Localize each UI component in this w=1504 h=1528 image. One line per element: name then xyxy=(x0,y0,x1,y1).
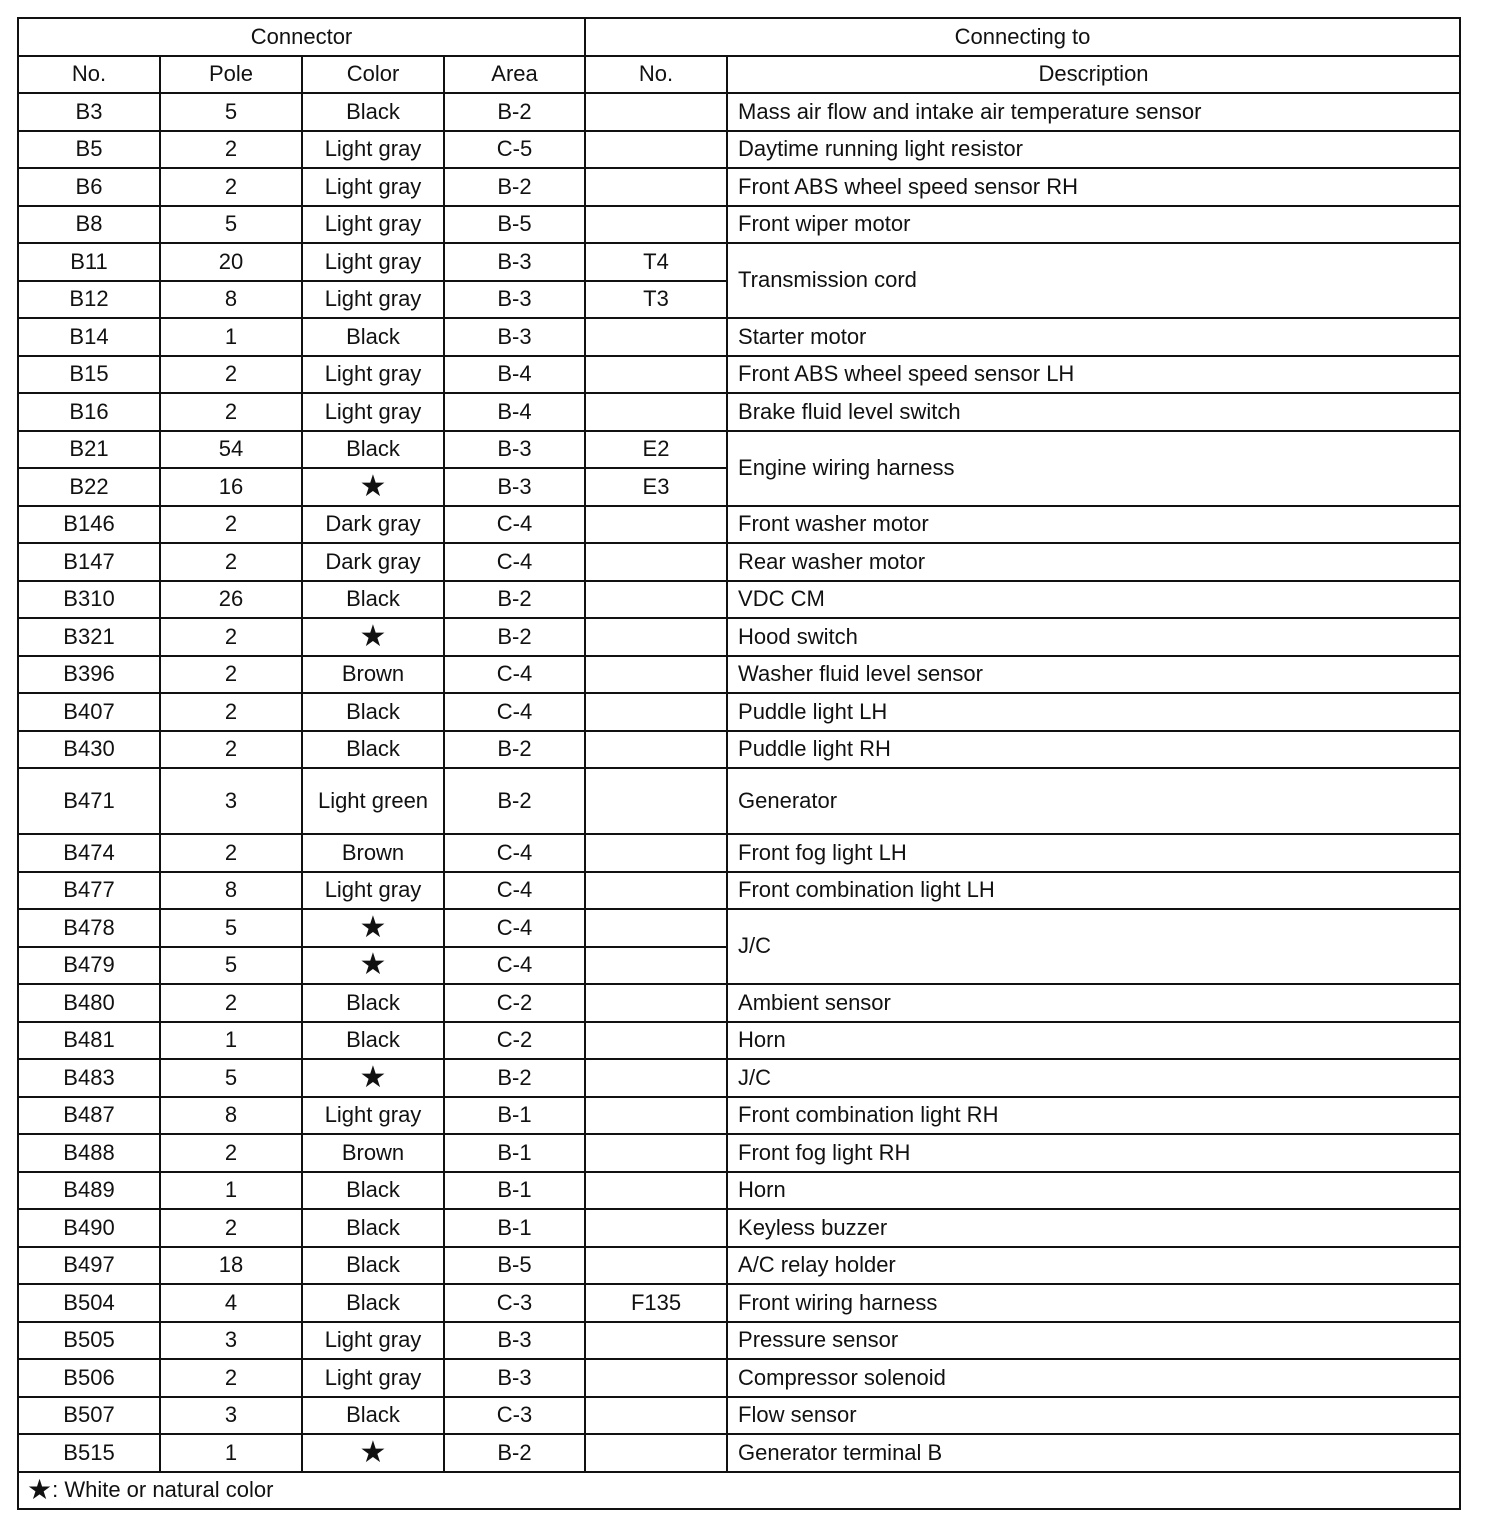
table-row xyxy=(18,1359,1460,1397)
connecting-no-cell xyxy=(585,318,727,356)
connector-no-cell: B396 xyxy=(18,656,160,694)
table-row xyxy=(18,618,1460,656)
legend-row xyxy=(18,1472,1460,1510)
table-row xyxy=(18,318,1460,356)
color-cell: Light gray xyxy=(302,872,444,910)
area-cell: B-3 xyxy=(444,318,585,356)
color-cell: Black xyxy=(302,693,444,731)
area-cell: B-2 xyxy=(444,618,585,656)
col-header-color: Color xyxy=(302,56,444,94)
pole-cell: 1 xyxy=(160,1022,302,1060)
color-cell: Dark gray xyxy=(302,506,444,544)
description-cell: VDC CM xyxy=(727,581,1460,619)
pole-cell: 5 xyxy=(160,909,302,947)
table-row xyxy=(18,1209,1460,1247)
connecting-no-cell xyxy=(585,909,727,947)
star-icon: ★ xyxy=(359,910,387,944)
connecting-no-cell: T4 xyxy=(585,243,727,281)
connector-no-cell: B11 xyxy=(18,243,160,281)
description-cell: Front ABS wheel speed sensor RH xyxy=(727,168,1460,206)
pole-cell: 2 xyxy=(160,131,302,169)
connector-no-cell: B479 xyxy=(18,947,160,985)
color-cell: Black xyxy=(302,984,444,1022)
description-cell: Generator terminal B xyxy=(727,1434,1460,1472)
color-cell xyxy=(302,947,444,985)
column-header-row xyxy=(18,56,1460,94)
table-row xyxy=(18,1247,1460,1285)
pole-cell: 1 xyxy=(160,1434,302,1472)
description-cell: Front fog light LH xyxy=(727,834,1460,872)
table-row xyxy=(18,1172,1460,1210)
color-cell: Light green xyxy=(302,768,444,834)
pole-cell: 3 xyxy=(160,1397,302,1435)
star-icon: ★ xyxy=(359,1435,387,1469)
area-cell: B-1 xyxy=(444,1134,585,1172)
description-cell: Puddle light RH xyxy=(727,731,1460,769)
table-row xyxy=(18,693,1460,731)
color-cell: Black xyxy=(302,1247,444,1285)
table-row xyxy=(18,1434,1460,1472)
area-cell: B-1 xyxy=(444,1209,585,1247)
description-cell: Front wiring harness xyxy=(727,1284,1460,1322)
connector-no-cell: B483 xyxy=(18,1059,160,1097)
table-row xyxy=(18,131,1460,169)
color-cell xyxy=(302,1059,444,1097)
area-cell: B-3 xyxy=(444,468,585,506)
connector-no-cell: B488 xyxy=(18,1134,160,1172)
color-cell: Light gray xyxy=(302,281,444,319)
connecting-no-cell xyxy=(585,1322,727,1360)
table-row xyxy=(18,356,1460,394)
connecting-no-cell xyxy=(585,1059,727,1097)
description-cell: Front wiper motor xyxy=(727,206,1460,244)
connecting-no-cell xyxy=(585,581,727,619)
star-icon: ★ xyxy=(359,619,387,653)
area-cell: C-3 xyxy=(444,1284,585,1322)
color-cell: Black xyxy=(302,1172,444,1210)
connecting-no-cell xyxy=(585,1209,727,1247)
pole-cell: 2 xyxy=(160,731,302,769)
table-row xyxy=(18,1397,1460,1435)
description-cell: J/C xyxy=(727,909,1460,984)
description-cell: Horn xyxy=(727,1172,1460,1210)
color-cell: Light gray xyxy=(302,356,444,394)
table-row xyxy=(18,731,1460,769)
table-row xyxy=(18,543,1460,581)
connecting-no-cell xyxy=(585,168,727,206)
color-cell: Black xyxy=(302,581,444,619)
description-cell: Engine wiring harness xyxy=(727,431,1460,506)
color-cell: Light gray xyxy=(302,1322,444,1360)
connector-no-cell: B477 xyxy=(18,872,160,910)
connecting-no-cell xyxy=(585,1022,727,1060)
pole-cell: 2 xyxy=(160,168,302,206)
description-cell: A/C relay holder xyxy=(727,1247,1460,1285)
pole-cell: 2 xyxy=(160,1134,302,1172)
table-row xyxy=(18,984,1460,1022)
connector-no-cell: B15 xyxy=(18,356,160,394)
pole-cell: 5 xyxy=(160,93,302,131)
pole-cell: 2 xyxy=(160,356,302,394)
connector-no-cell: B146 xyxy=(18,506,160,544)
area-cell: C-3 xyxy=(444,1397,585,1435)
table-row xyxy=(18,1134,1460,1172)
area-cell: B-3 xyxy=(444,243,585,281)
description-cell: Front combination light LH xyxy=(727,872,1460,910)
connector-no-cell: B14 xyxy=(18,318,160,356)
col-header-pole: Pole xyxy=(160,56,302,94)
connecting-no-cell xyxy=(585,834,727,872)
pole-cell: 2 xyxy=(160,618,302,656)
connector-no-cell: B12 xyxy=(18,281,160,319)
connecting-no-cell xyxy=(585,1247,727,1285)
connecting-no-cell xyxy=(585,1434,727,1472)
col-header-to-no: No. xyxy=(585,56,727,94)
area-cell: B-2 xyxy=(444,1059,585,1097)
connector-table xyxy=(17,17,1461,1510)
pole-cell: 2 xyxy=(160,1209,302,1247)
connector-no-cell: B480 xyxy=(18,984,160,1022)
table-row xyxy=(18,243,1460,281)
description-cell: Horn xyxy=(727,1022,1460,1060)
pole-cell: 26 xyxy=(160,581,302,619)
connector-no-cell: B321 xyxy=(18,618,160,656)
description-cell: Ambient sensor xyxy=(727,984,1460,1022)
connector-no-cell: B497 xyxy=(18,1247,160,1285)
pole-cell: 1 xyxy=(160,318,302,356)
col-header-description: Description xyxy=(727,56,1460,94)
description-cell: Front fog light RH xyxy=(727,1134,1460,1172)
group-header-row xyxy=(18,18,1460,56)
pole-cell: 8 xyxy=(160,872,302,910)
connecting-no-cell xyxy=(585,1134,727,1172)
connector-group-header: Connector xyxy=(18,18,585,56)
description-cell: Rear washer motor xyxy=(727,543,1460,581)
connector-no-cell: B474 xyxy=(18,834,160,872)
connector-no-cell: B3 xyxy=(18,93,160,131)
table-row xyxy=(18,1097,1460,1135)
description-cell: J/C xyxy=(727,1059,1460,1097)
pole-cell: 1 xyxy=(160,1172,302,1210)
connecting-to-group-header: Connecting to xyxy=(585,18,1460,56)
color-cell: Black xyxy=(302,431,444,469)
table-row xyxy=(18,506,1460,544)
area-cell: B-3 xyxy=(444,1359,585,1397)
pole-cell: 4 xyxy=(160,1284,302,1322)
connector-no-cell: B147 xyxy=(18,543,160,581)
connector-no-cell: B21 xyxy=(18,431,160,469)
pole-cell: 18 xyxy=(160,1247,302,1285)
pole-cell: 3 xyxy=(160,1322,302,1360)
pole-cell: 5 xyxy=(160,206,302,244)
pole-cell: 8 xyxy=(160,281,302,319)
connecting-no-cell xyxy=(585,984,727,1022)
area-cell: C-4 xyxy=(444,834,585,872)
pole-cell: 20 xyxy=(160,243,302,281)
color-cell: Black xyxy=(302,1397,444,1435)
area-cell: B-1 xyxy=(444,1172,585,1210)
description-cell: Compressor solenoid xyxy=(727,1359,1460,1397)
table-row xyxy=(18,581,1460,619)
area-cell: C-2 xyxy=(444,984,585,1022)
area-cell: B-5 xyxy=(444,1247,585,1285)
table-row xyxy=(18,393,1460,431)
connecting-no-cell xyxy=(585,393,727,431)
connector-no-cell: B507 xyxy=(18,1397,160,1435)
connecting-no-cell: E2 xyxy=(585,431,727,469)
color-cell: Brown xyxy=(302,656,444,694)
area-cell: B-3 xyxy=(444,431,585,469)
area-cell: B-5 xyxy=(444,206,585,244)
table-row xyxy=(18,431,1460,469)
area-cell: B-3 xyxy=(444,1322,585,1360)
area-cell: B-4 xyxy=(444,393,585,431)
connector-no-cell: B505 xyxy=(18,1322,160,1360)
table-row xyxy=(18,872,1460,910)
connector-no-cell: B8 xyxy=(18,206,160,244)
connector-no-cell: B489 xyxy=(18,1172,160,1210)
area-cell: B-3 xyxy=(444,281,585,319)
connector-no-cell: B478 xyxy=(18,909,160,947)
table-row xyxy=(18,93,1460,131)
connecting-no-cell xyxy=(585,543,727,581)
connecting-no-cell xyxy=(585,93,727,131)
description-cell: Starter motor xyxy=(727,318,1460,356)
pole-cell: 2 xyxy=(160,506,302,544)
description-cell: Front ABS wheel speed sensor LH xyxy=(727,356,1460,394)
area-cell: B-2 xyxy=(444,768,585,834)
pole-cell: 2 xyxy=(160,693,302,731)
table-row xyxy=(18,1059,1460,1097)
table-row xyxy=(18,768,1460,834)
connector-no-cell: B481 xyxy=(18,1022,160,1060)
pole-cell: 2 xyxy=(160,834,302,872)
legend-note xyxy=(18,1472,1460,1510)
connector-no-cell: B515 xyxy=(18,1434,160,1472)
pole-cell: 16 xyxy=(160,468,302,506)
area-cell: B-2 xyxy=(444,731,585,769)
description-cell: Washer fluid level sensor xyxy=(727,656,1460,694)
col-header-no: No. xyxy=(18,56,160,94)
color-cell: Brown xyxy=(302,834,444,872)
connecting-no-cell: T3 xyxy=(585,281,727,319)
color-cell xyxy=(302,909,444,947)
description-cell: Front washer motor xyxy=(727,506,1460,544)
color-cell: Black xyxy=(302,318,444,356)
area-cell: C-5 xyxy=(444,131,585,169)
area-cell: B-2 xyxy=(444,93,585,131)
connecting-no-cell xyxy=(585,1097,727,1135)
connecting-no-cell xyxy=(585,356,727,394)
star-icon: ★ xyxy=(359,1060,387,1094)
description-cell: Front combination light RH xyxy=(727,1097,1460,1135)
area-cell: C-4 xyxy=(444,872,585,910)
table-body xyxy=(18,93,1460,1472)
pole-cell: 2 xyxy=(160,656,302,694)
connector-no-cell: B487 xyxy=(18,1097,160,1135)
connector-no-cell: B471 xyxy=(18,768,160,834)
connector-no-cell: B5 xyxy=(18,131,160,169)
color-cell: Black xyxy=(302,731,444,769)
connecting-no-cell xyxy=(585,618,727,656)
area-cell: B-2 xyxy=(444,1434,585,1472)
color-cell xyxy=(302,468,444,506)
connector-no-cell: B6 xyxy=(18,168,160,206)
area-cell: B-4 xyxy=(444,356,585,394)
connector-no-cell: B506 xyxy=(18,1359,160,1397)
connecting-no-cell xyxy=(585,1359,727,1397)
connecting-no-cell xyxy=(585,872,727,910)
connecting-no-cell: F135 xyxy=(585,1284,727,1322)
area-cell: C-4 xyxy=(444,656,585,694)
pole-cell: 3 xyxy=(160,768,302,834)
color-cell: Brown xyxy=(302,1134,444,1172)
connecting-no-cell xyxy=(585,731,727,769)
description-cell: Generator xyxy=(727,768,1460,834)
pole-cell: 5 xyxy=(160,947,302,985)
col-header-area: Area xyxy=(444,56,585,94)
color-cell: Light gray xyxy=(302,393,444,431)
color-cell: Black xyxy=(302,93,444,131)
star-icon: ★ xyxy=(359,948,387,982)
pole-cell: 2 xyxy=(160,393,302,431)
color-cell xyxy=(302,1434,444,1472)
connecting-no-cell xyxy=(585,206,727,244)
connecting-no-cell xyxy=(585,506,727,544)
star-icon: ★ xyxy=(359,469,387,503)
connector-no-cell: B490 xyxy=(18,1209,160,1247)
connecting-no-cell xyxy=(585,693,727,731)
pole-cell: 5 xyxy=(160,1059,302,1097)
color-cell: Black xyxy=(302,1209,444,1247)
connector-no-cell: B16 xyxy=(18,393,160,431)
description-cell: Daytime running light resistor xyxy=(727,131,1460,169)
area-cell: B-2 xyxy=(444,168,585,206)
pole-cell: 8 xyxy=(160,1097,302,1135)
description-cell: Pressure sensor xyxy=(727,1322,1460,1360)
table-row xyxy=(18,168,1460,206)
color-cell: Black xyxy=(302,1284,444,1322)
area-cell: B-2 xyxy=(444,581,585,619)
area-cell: B-1 xyxy=(444,1097,585,1135)
connector-no-cell: B430 xyxy=(18,731,160,769)
connecting-no-cell xyxy=(585,1397,727,1435)
table-row xyxy=(18,909,1460,947)
connector-no-cell: B504 xyxy=(18,1284,160,1322)
area-cell: C-4 xyxy=(444,543,585,581)
pole-cell: 54 xyxy=(160,431,302,469)
description-cell: Mass air flow and intake air temperature sensor xyxy=(727,93,1460,131)
description-cell: Flow sensor xyxy=(727,1397,1460,1435)
color-cell xyxy=(302,618,444,656)
table-row xyxy=(18,1322,1460,1360)
description-cell: Puddle light LH xyxy=(727,693,1460,731)
color-cell: Dark gray xyxy=(302,543,444,581)
description-cell: Hood switch xyxy=(727,618,1460,656)
connector-no-cell: B22 xyxy=(18,468,160,506)
description-cell: Keyless buzzer xyxy=(727,1209,1460,1247)
area-cell: C-4 xyxy=(444,506,585,544)
area-cell: C-2 xyxy=(444,1022,585,1060)
connecting-no-cell xyxy=(585,131,727,169)
pole-cell: 2 xyxy=(160,1359,302,1397)
legend-text: : White or natural color xyxy=(52,1477,274,1503)
star-icon: ★ xyxy=(27,1474,53,1506)
table-row xyxy=(18,834,1460,872)
color-cell: Light gray xyxy=(302,243,444,281)
pole-cell: 2 xyxy=(160,543,302,581)
connecting-no-cell xyxy=(585,768,727,834)
connector-no-cell: B310 xyxy=(18,581,160,619)
color-cell: Light gray xyxy=(302,168,444,206)
area-cell: C-4 xyxy=(444,693,585,731)
connecting-no-cell xyxy=(585,656,727,694)
pole-cell: 2 xyxy=(160,984,302,1022)
color-cell: Black xyxy=(302,1022,444,1060)
table-row xyxy=(18,656,1460,694)
color-cell: Light gray xyxy=(302,1097,444,1135)
connecting-no-cell: E3 xyxy=(585,468,727,506)
description-cell: Brake fluid level switch xyxy=(727,393,1460,431)
connecting-no-cell xyxy=(585,1172,727,1210)
table-row xyxy=(18,1284,1460,1322)
color-cell: Light gray xyxy=(302,1359,444,1397)
area-cell: C-4 xyxy=(444,947,585,985)
connector-no-cell: B407 xyxy=(18,693,160,731)
area-cell: C-4 xyxy=(444,909,585,947)
color-cell: Light gray xyxy=(302,131,444,169)
description-cell: Transmission cord xyxy=(727,243,1460,318)
table-row xyxy=(18,206,1460,244)
table-row xyxy=(18,1022,1460,1060)
connecting-no-cell xyxy=(585,947,727,985)
color-cell: Light gray xyxy=(302,206,444,244)
